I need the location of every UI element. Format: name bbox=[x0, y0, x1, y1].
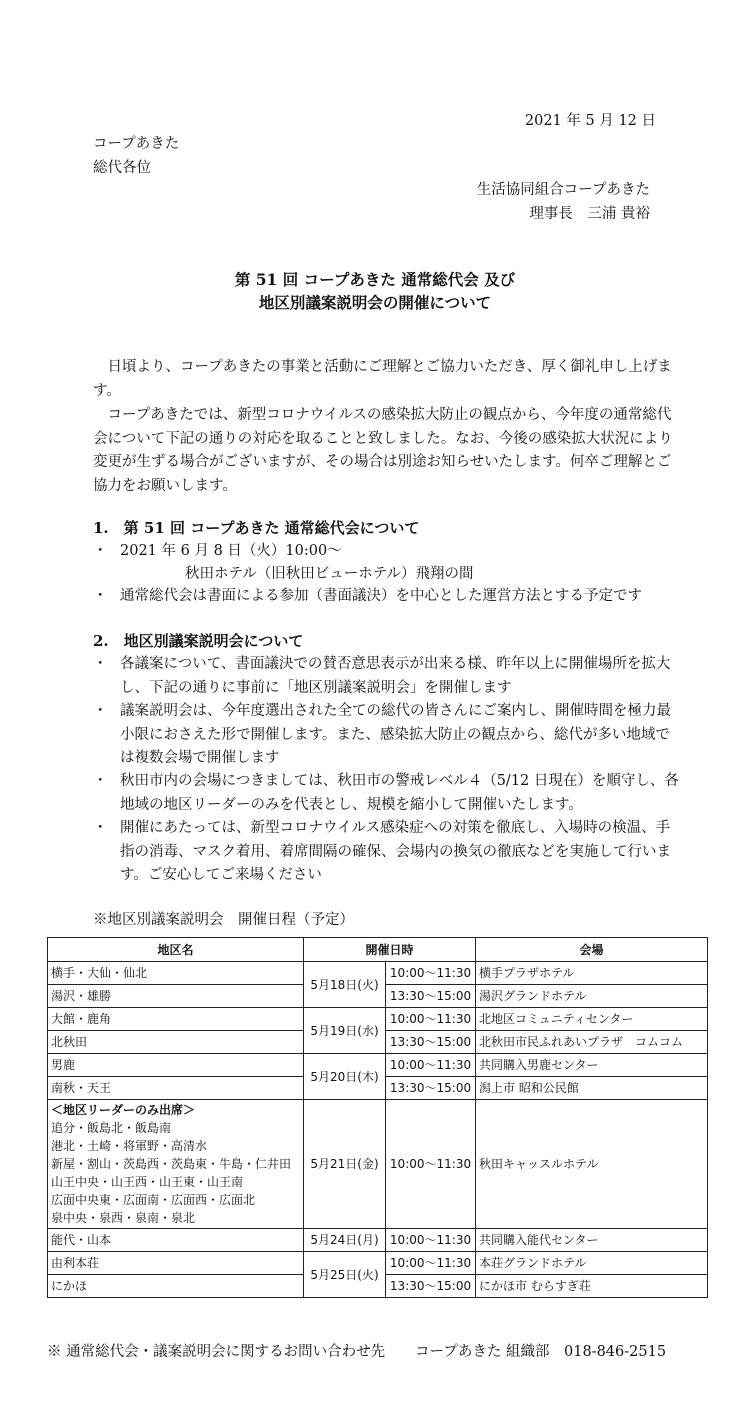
contact-info: コープあきた 組織部 018-846-2515 bbox=[415, 1344, 667, 1360]
date-cell: 5月21日(金) bbox=[304, 1100, 386, 1229]
letter-date: 2021 年 5 月 12 日 bbox=[524, 113, 656, 129]
venue-cell: 本荘グランドホテル bbox=[476, 1252, 708, 1275]
district-line: 港北・土崎・将軍野・高清水 bbox=[51, 1139, 208, 1153]
leaders-only-note: ＜地区リーダーのみ出席＞ bbox=[51, 1103, 196, 1117]
date-cell: 5月19日(水) bbox=[304, 1008, 386, 1054]
header-venue: 会場 bbox=[476, 938, 708, 962]
time-cell: 10:00～11:30 bbox=[386, 1100, 476, 1229]
district-cell: にかほ bbox=[48, 1275, 304, 1298]
section1-note-item bbox=[93, 585, 683, 609]
header-district: 地区名 bbox=[48, 938, 304, 962]
district-line: 新屋・割山・茨島西・茨島東・牛島・仁井田 bbox=[51, 1157, 292, 1171]
document-title-line2: 地区別議案説明会の開催について bbox=[258, 293, 492, 312]
table-row bbox=[48, 1054, 708, 1077]
section1-venue: 秋田ホテル（旧秋田ビューホテル）飛翔の間 bbox=[185, 566, 474, 582]
district-line: 泉中央・泉西・泉南・泉北 bbox=[51, 1211, 196, 1225]
section1-note: 通常総代会は書面による参加（書面議決）を中心とした運営方法とする予定です bbox=[120, 588, 642, 604]
sender-person: 理事長 三浦 貴裕 bbox=[529, 206, 650, 222]
table-header-row bbox=[48, 938, 708, 962]
district-cell: 由利本荘 bbox=[48, 1252, 304, 1275]
table-row bbox=[48, 962, 708, 985]
district-cell-leaders bbox=[48, 1100, 304, 1229]
time-cell: 13:30～15:00 bbox=[386, 1275, 476, 1298]
venue-cell: にかほ市 むらすぎ荘 bbox=[476, 1275, 708, 1298]
contact-footer bbox=[47, 1340, 666, 1361]
district-cell: 北秋田 bbox=[48, 1031, 304, 1054]
venue-cell: 北秋田市民ふれあいプラザ コムコム bbox=[476, 1031, 708, 1054]
district-line: 山王中央・山王西・山王東・山王南 bbox=[51, 1175, 244, 1189]
venue-cell: 北地区コミュニティセンター bbox=[476, 1008, 708, 1031]
policy-paragraph: コープあきたでは、新型コロナウイルスの感染拡大防止の観点から、今年度の通常総代会について下記の通りの対応を取ることと致しました。なお、今後の感染拡大状況により変更が生ずる場合がございますが、その場合は別途お知らせいたします。何卒ご理解とご協力をお願いします。 bbox=[93, 407, 673, 494]
schedule-caption: ※地区別議案説明会 開催日程（予定） bbox=[93, 912, 354, 928]
bullet-mark: ・ bbox=[93, 820, 108, 836]
district-cell: 南秋・天王 bbox=[48, 1077, 304, 1100]
venue-cell: 共同購入能代センター bbox=[476, 1229, 708, 1252]
document-title-line1: 第 51 回 コープあきた 通常総代会 及び bbox=[234, 270, 516, 289]
section2-bullet bbox=[93, 817, 683, 888]
time-cell: 10:00～11:30 bbox=[386, 1229, 476, 1252]
section1-date: 2021 年 6 月 8 日（火）10:00～ bbox=[120, 543, 342, 559]
section1-date-item bbox=[93, 540, 683, 564]
district-cell: 湯沢・雄勝 bbox=[48, 985, 304, 1008]
district-cell: 横手・大仙・仙北 bbox=[48, 962, 304, 985]
table-row bbox=[48, 1008, 708, 1031]
section2-bullet-text: 開催にあたっては、新型コロナウイルス感染症への対策を徹底し、入場時の検温、手指の消毒、マスク着用、着席間隔の確保、会場内の換気の徹底などを実施して行います。ご安心してご来場ください bbox=[120, 820, 671, 883]
intro-paragraph: 日頃より、コープあきたの事業と活動にご理解とご協力いただき、厚く御礼申し上げます。 bbox=[93, 359, 672, 399]
time-cell: 10:00～11:30 bbox=[386, 1252, 476, 1275]
section2-bullet-text: 秋田市内の会場につきましては、秋田市の警戒レベル４（5/12 日現在）を順守し、各地域の地区リーダーのみを代表とし、規模を縮小して開催いたします。 bbox=[120, 773, 679, 813]
bullet-mark: ・ bbox=[93, 773, 108, 789]
date-cell: 5月25日(火) bbox=[304, 1252, 386, 1298]
district-cell: 男鹿 bbox=[48, 1054, 304, 1077]
time-cell: 10:00～11:30 bbox=[386, 1008, 476, 1031]
section1-heading: 1. 第 51 回 コープあきた 通常総代会について bbox=[93, 519, 420, 537]
table-row bbox=[48, 1252, 708, 1275]
sender-org: 生活協同組合コープあきた bbox=[476, 182, 650, 198]
table-row bbox=[48, 1100, 708, 1229]
venue-cell: 湯沢グランドホテル bbox=[476, 985, 708, 1008]
section2-bullet-text: 議案説明会は、今年度選出された全ての総代の皆さんにご案内し、開催時間を極力最小限におさえた形で開催します。また、感染拡大防止の観点から、総代が多い地域では複数会場で開催します bbox=[120, 703, 671, 766]
district-cell: 能代・山本 bbox=[48, 1229, 304, 1252]
table-row bbox=[48, 1229, 708, 1252]
recipient-group: 総代各位 bbox=[93, 160, 151, 176]
venue-cell: 潟上市 昭和公民館 bbox=[476, 1077, 708, 1100]
bullet-mark: ・ bbox=[93, 588, 108, 604]
bullet-mark: ・ bbox=[93, 703, 108, 719]
section2-heading: 2. 地区別議案説明会について bbox=[93, 632, 304, 650]
time-cell: 10:00～11:30 bbox=[386, 1054, 476, 1077]
time-cell: 10:00～11:30 bbox=[386, 962, 476, 985]
district-cell: 大館・鹿角 bbox=[48, 1008, 304, 1031]
venue-cell: 秋田キャッスルホテル bbox=[476, 1100, 708, 1229]
bullet-mark: ・ bbox=[93, 543, 108, 559]
contact-label: ※ 通常総代会・議案説明会に関するお問い合わせ先 bbox=[47, 1344, 386, 1360]
recipient-org: コープあきた bbox=[93, 136, 180, 152]
section2-bullet-text: 各議案について、書面議決での賛否意思表示が出来る様、昨年以上に開催場所を拡大し、下記の通りに事前に「地区別議案説明会」を開催します bbox=[120, 656, 671, 696]
venue-cell: 横手プラザホテル bbox=[476, 962, 708, 985]
section2-bullet bbox=[93, 700, 683, 771]
schedule-table bbox=[47, 937, 708, 1298]
venue-cell: 共同購入男鹿センター bbox=[476, 1054, 708, 1077]
time-cell: 13:30～15:00 bbox=[386, 985, 476, 1008]
date-cell: 5月20日(木) bbox=[304, 1054, 386, 1100]
time-cell: 13:30～15:00 bbox=[386, 1031, 476, 1054]
date-cell: 5月18日(火) bbox=[304, 962, 386, 1008]
district-line: 追分・飯島北・飯島南 bbox=[51, 1121, 172, 1135]
district-line: 広面中央東・広面南・広面西・広面北 bbox=[51, 1193, 256, 1207]
date-cell: 5月24日(月) bbox=[304, 1229, 386, 1252]
time-cell: 13:30～15:00 bbox=[386, 1077, 476, 1100]
bullet-mark: ・ bbox=[93, 656, 108, 672]
header-datetime: 開催日時 bbox=[304, 938, 476, 962]
section2-bullet bbox=[93, 770, 683, 817]
section2-bullet bbox=[93, 653, 683, 700]
